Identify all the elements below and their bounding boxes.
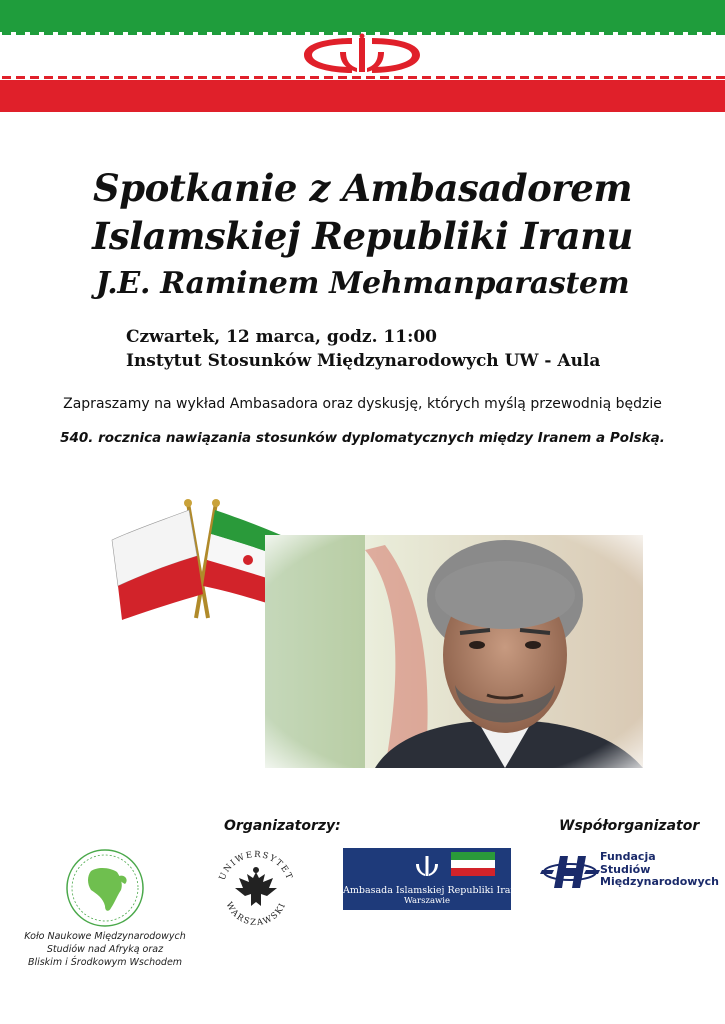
kufic-pattern-mark xyxy=(128,32,137,35)
kufic-pattern-mark xyxy=(254,76,263,79)
kufic-pattern-mark xyxy=(366,32,375,35)
kufic-pattern-mark xyxy=(156,76,165,79)
kufic-pattern-mark xyxy=(16,32,25,35)
kufic-pattern-mark xyxy=(548,76,557,79)
club-logo xyxy=(63,846,147,930)
kufic-pattern-mark xyxy=(240,32,249,35)
kufic-pattern-mark xyxy=(534,32,543,35)
kufic-pattern-mark xyxy=(324,32,333,35)
kufic-pattern-mark xyxy=(632,32,641,35)
university-top-text: UNIWERSYTET xyxy=(217,849,295,882)
title-line-2: Islamskiej Republiki Iranu xyxy=(92,214,633,258)
kufic-pattern-mark xyxy=(240,76,249,79)
kufic-pattern-mark xyxy=(422,76,431,79)
kufic-pattern-mark xyxy=(646,76,655,79)
kufic-pattern-mark xyxy=(520,32,529,35)
kufic-pattern-mark xyxy=(604,32,613,35)
kufic-pattern-mark xyxy=(268,76,277,79)
kufic-pattern-mark xyxy=(576,32,585,35)
embassy-name: Ambasada Islamskiej Republiki Iranu xyxy=(343,885,523,896)
university-warsaw-logo xyxy=(213,844,299,930)
kufic-pattern-mark xyxy=(464,76,473,79)
kufic-pattern-mark xyxy=(380,76,389,79)
kufic-pattern-mark xyxy=(72,76,81,79)
kufic-pattern-mark xyxy=(2,76,11,79)
eagle-icon xyxy=(235,867,277,906)
foundation-name-line: Międzynarodowych xyxy=(600,875,719,888)
kufic-pattern-mark xyxy=(338,76,347,79)
kufic-pattern-mark xyxy=(296,32,305,35)
event-datetime: Czwartek, 12 marca, godz. 11:00 xyxy=(126,327,438,347)
kufic-pattern-mark xyxy=(590,76,599,79)
anniversary-text: 540. rocznica nawiązania stosunków dyplomatycznych między Iranem a Polską. xyxy=(60,430,665,446)
embassy-city: Warszawie xyxy=(403,896,451,906)
co-organizer-label: Współorganizator xyxy=(559,818,700,834)
kufic-pattern-mark xyxy=(58,76,67,79)
kufic-pattern-mark xyxy=(212,76,221,79)
kufic-pattern-mark xyxy=(716,32,725,35)
kufic-pattern-mark xyxy=(114,32,123,35)
kufic-pattern-mark xyxy=(16,76,25,79)
kufic-pattern-mark xyxy=(268,32,277,35)
iran-emblem-icon xyxy=(416,856,438,876)
foundation-name-line: Studiów xyxy=(600,862,651,876)
kufic-pattern-mark xyxy=(170,76,179,79)
kufic-pattern-mark xyxy=(128,76,137,79)
kufic-pattern-mark xyxy=(156,32,165,35)
iran-flag-banner xyxy=(0,0,725,112)
kufic-pattern-mark xyxy=(296,76,305,79)
kufic-pattern-mark xyxy=(590,32,599,35)
kufic-pattern-mark xyxy=(548,32,557,35)
kufic-pattern-mark xyxy=(352,32,361,35)
kufic-pattern-mark xyxy=(506,32,515,35)
kufic-pattern-mark xyxy=(688,76,697,79)
kufic-pattern-mark xyxy=(674,32,683,35)
title-line-1: Spotkanie z Ambasadorem xyxy=(93,166,632,210)
kufic-pattern-mark xyxy=(198,76,207,79)
kufic-pattern-mark xyxy=(2,32,11,35)
kufic-pattern-mark xyxy=(282,32,291,35)
ambassador-portrait xyxy=(265,535,643,768)
kufic-pattern-mark xyxy=(562,32,571,35)
kufic-pattern-mark xyxy=(30,32,39,35)
kufic-pattern-mark xyxy=(338,32,347,35)
kufic-pattern-mark xyxy=(44,32,53,35)
foundation-logo xyxy=(540,852,600,892)
kufic-pattern-mark xyxy=(184,32,193,35)
kufic-pattern-mark xyxy=(716,76,725,79)
kufic-pattern-mark xyxy=(422,32,431,35)
kufic-pattern-mark xyxy=(478,76,487,79)
kufic-pattern-mark xyxy=(702,32,711,35)
kufic-pattern-mark xyxy=(534,76,543,79)
kufic-pattern-mark xyxy=(436,32,445,35)
kufic-pattern-mark xyxy=(492,32,501,35)
kufic-pattern-mark xyxy=(520,76,529,79)
svg-text:WARSZAWSKI xyxy=(223,901,288,929)
kufic-pattern-mark xyxy=(688,32,697,35)
kufic-pattern-mark xyxy=(198,32,207,35)
kufic-pattern-mark xyxy=(170,32,179,35)
kufic-pattern-mark xyxy=(464,32,473,35)
kufic-pattern-mark xyxy=(408,76,417,79)
kufic-pattern-mark xyxy=(100,32,109,35)
kufic-pattern-mark xyxy=(324,76,333,79)
kufic-pattern-mark xyxy=(58,32,67,35)
ambassador-name: J.E. Raminem Mehmanparastem xyxy=(95,266,630,301)
kufic-pattern-mark xyxy=(114,76,123,79)
foundation-name-line: Fundacja xyxy=(600,850,656,863)
kufic-pattern-mark xyxy=(282,76,291,79)
kufic-pattern-mark xyxy=(618,76,627,79)
kufic-pattern-mark xyxy=(72,32,81,35)
kufic-pattern-mark xyxy=(604,76,613,79)
kufic-pattern-mark xyxy=(30,76,39,79)
kufic-pattern-mark xyxy=(702,76,711,79)
kufic-pattern-mark xyxy=(478,32,487,35)
invitation-text: Zapraszamy na wykład Ambasadora oraz dyskusję, których myślą przewodnią będzie xyxy=(63,396,662,412)
kufic-pattern-mark xyxy=(254,32,263,35)
club-name xyxy=(10,930,200,969)
kufic-pattern-mark xyxy=(142,76,151,79)
kufic-pattern-mark xyxy=(660,32,669,35)
kufic-pattern-mark xyxy=(142,32,151,35)
foundation-name xyxy=(600,851,719,889)
kufic-pattern-mark xyxy=(408,32,417,35)
kufic-pattern-mark xyxy=(226,32,235,35)
kufic-pattern-mark xyxy=(184,76,193,79)
embassy-logo xyxy=(343,848,523,910)
kufic-pattern-mark xyxy=(506,76,515,79)
kufic-pattern-mark xyxy=(310,76,319,79)
kufic-pattern-mark xyxy=(226,76,235,79)
kufic-pattern-mark xyxy=(100,76,109,79)
kufic-pattern-mark xyxy=(632,76,641,79)
kufic-pattern-mark xyxy=(212,32,221,35)
kufic-pattern-mark xyxy=(86,32,95,35)
event-venue: Instytut Stosunków Międzynarodowych UW - Aula xyxy=(126,351,601,371)
kufic-pattern-mark xyxy=(576,76,585,79)
kufic-pattern-mark xyxy=(310,32,319,35)
university-bottom-text: WARSZAWSKI xyxy=(223,900,289,929)
kufic-pattern-mark xyxy=(492,76,501,79)
club-name-line: Studiów nad Afryką oraz xyxy=(46,944,164,955)
kufic-pattern-mark xyxy=(660,76,669,79)
kufic-pattern-mark xyxy=(436,76,445,79)
kufic-pattern-mark xyxy=(450,76,459,79)
organizers-label: Organizatorzy: xyxy=(224,818,341,834)
kufic-pattern-mark xyxy=(562,76,571,79)
club-name-line: Bliskim i Środkowym Wschodem xyxy=(27,957,183,968)
kufic-pattern-mark xyxy=(380,32,389,35)
kufic-pattern-mark xyxy=(674,76,683,79)
kufic-pattern-mark xyxy=(366,76,375,79)
kufic-pattern-mark xyxy=(646,32,655,35)
kufic-pattern-mark xyxy=(618,32,627,35)
kufic-pattern-mark xyxy=(450,32,459,35)
kufic-pattern-mark xyxy=(44,76,53,79)
kufic-pattern-mark xyxy=(394,32,403,35)
kufic-pattern-mark xyxy=(352,76,361,79)
kufic-pattern-mark xyxy=(394,76,403,79)
kufic-pattern-mark xyxy=(86,76,95,79)
club-name-line: Koło Naukowe Międzynarodowych xyxy=(24,931,186,942)
